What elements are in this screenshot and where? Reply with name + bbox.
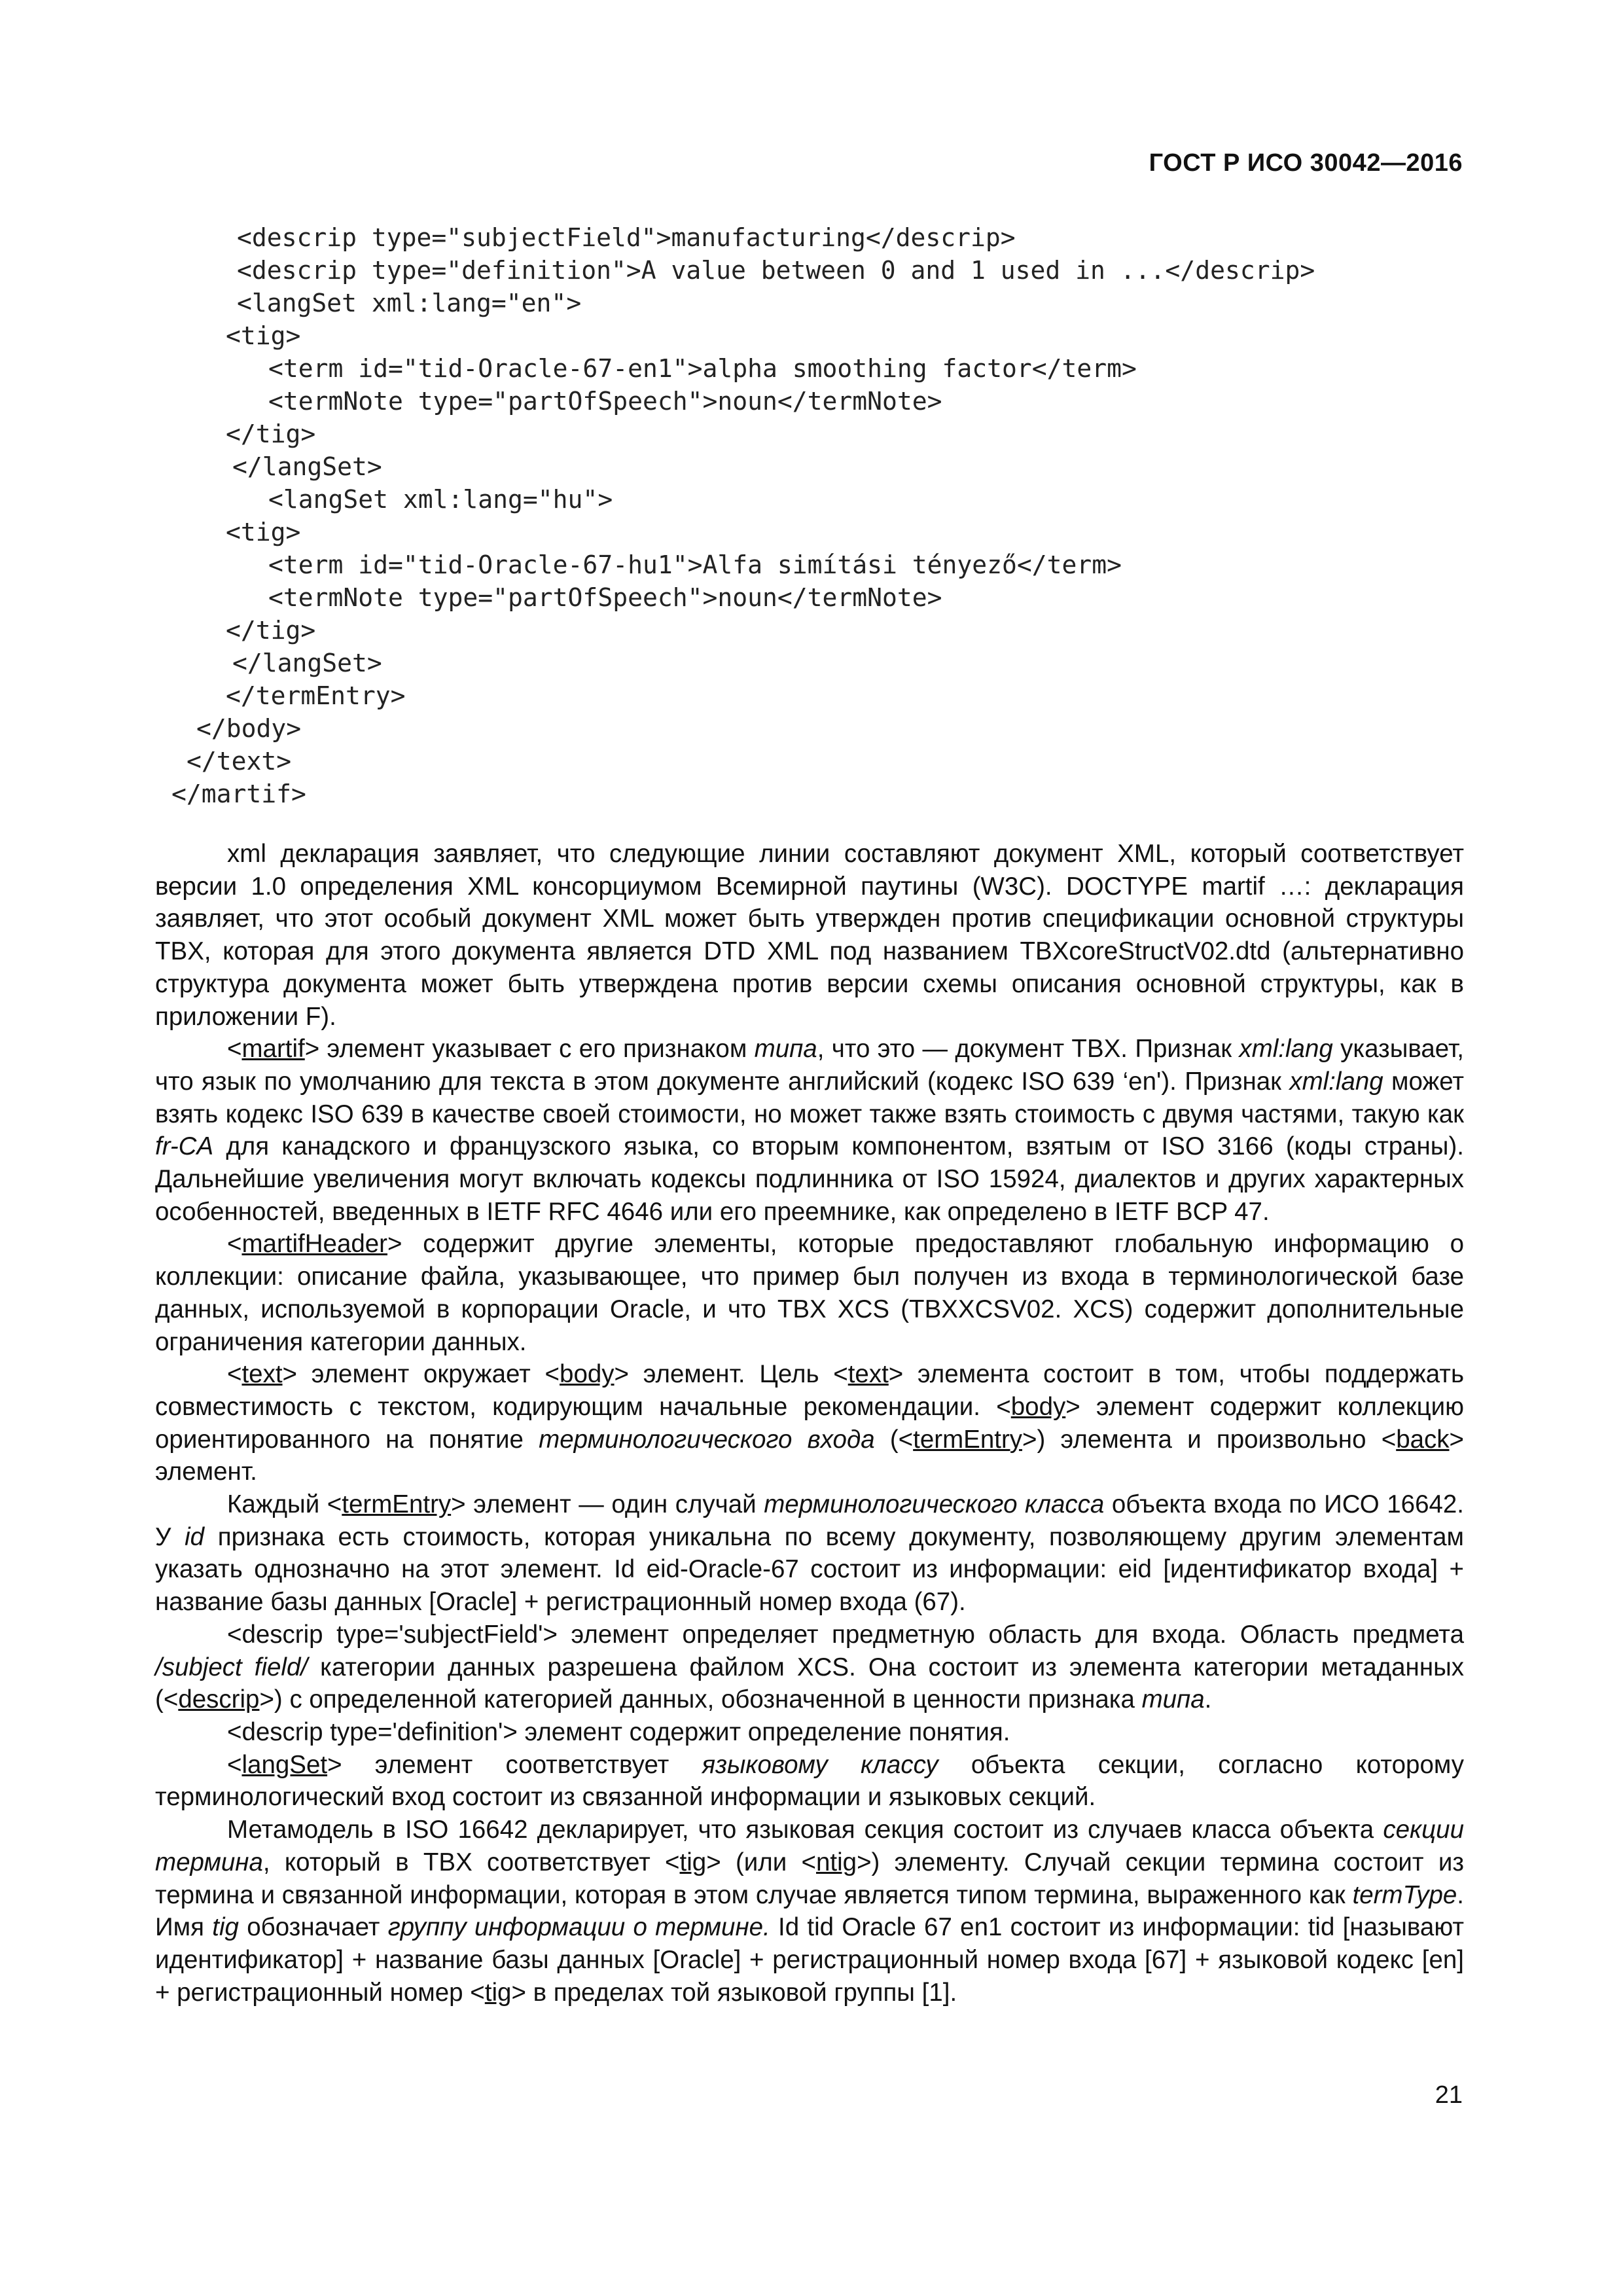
code-line: </martif> (171, 780, 306, 808)
text-run: > элемент. (155, 1425, 1464, 1486)
italic-term: fr-CA (155, 1132, 214, 1161)
code-line: <langSet xml:lang="hu"> (268, 485, 613, 514)
text-run: > элемент содержит коллекцию ориентированного на понятие (155, 1392, 1465, 1454)
text-run: < (227, 1360, 242, 1389)
body-paragraph (155, 1228, 1464, 1358)
text-run: категории данных разрешена файлом XCS. Она состоит из элемента категории метаданных (< (155, 1653, 1464, 1714)
code-line: <termNote type="partOfSpeech">noun</termNote> (268, 387, 942, 416)
text-run: >) элементу. Случай секции термина состоит из термина и связанной информации, которая в этом случае является типом термина, выраженного как (155, 1848, 1464, 1909)
text-run: > в пределах той языковой группы [1]. (511, 1978, 957, 2007)
italic-term: терминологического входа (539, 1425, 875, 1454)
element-name-underlined: back (1396, 1425, 1450, 1454)
italic-term: терминологического класса (764, 1490, 1105, 1519)
text-run: > элемент соответствует (327, 1750, 702, 1779)
element-name-underlined: ntig (816, 1848, 857, 1876)
body-paragraph (155, 1716, 1464, 1749)
code-line: <tig> (226, 321, 301, 350)
body-paragraph (155, 1814, 1464, 2009)
text-run: указывает, что язык по умолчанию для текста в этом документе английский (кодекс ISO 639 ‘en'). Признак (155, 1035, 1465, 1096)
body-paragraph (155, 1033, 1464, 1228)
text-run: , который в TBX соответствует < (262, 1848, 680, 1876)
text-run: < (227, 1035, 242, 1064)
element-name-underlined: termEntry (913, 1425, 1023, 1454)
italic-term: группу информации о термине. (387, 1913, 770, 1942)
code-line: </termEntry> (226, 681, 406, 710)
body-paragraph (155, 1488, 1464, 1619)
text-run: . Имя (155, 1880, 1464, 1942)
body-paragraph (155, 1749, 1464, 1814)
italic-term: /subject field/ (155, 1653, 308, 1681)
text-run: > элемента состоит в том, чтобы поддержать совместимость с текстом, кодирующим начальные рекомендации. < (155, 1360, 1465, 1421)
body-paragraph (155, 1358, 1464, 1488)
body-text (155, 838, 1464, 2009)
text-run: . (1204, 1685, 1212, 1714)
element-name-underlined: martif (241, 1035, 305, 1064)
italic-term: tig (212, 1913, 239, 1942)
element-name-underlined: text (241, 1360, 283, 1389)
code-line: <term id="tid-Oracle-67-en1">alpha smoothing factor</term> (268, 354, 1137, 383)
italic-term: id (185, 1522, 205, 1551)
text-run: признака есть стоимость, которая уникальна по всему документу, позволяющему другим элементам указать однозначно на этот элемент. Id eid-Oracle-67 состоит из информации: eid [идентификатор входа] + название базы данных [Oracle] + регистрационный номер входа (67). (155, 1522, 1465, 1617)
code-line: <termNote type="partOfSpeech">noun</termNote> (268, 583, 942, 612)
code-line: <langSet xml:lang="en"> (237, 289, 582, 317)
text-run: объекта секции, согласно которому терминологический вход состоит из связанной информации и языковых секций. (155, 1750, 1465, 1812)
code-line: <descrip type="subjectField">manufacturing</descrip> (237, 223, 1016, 252)
text-run: > элемент окружает < (282, 1360, 560, 1389)
element-name-underlined: descrip (178, 1685, 260, 1714)
code-line: <term id="tid-Oracle-67-hu1">Alfa simítási tényező</term> (268, 550, 1122, 579)
italic-term: типа (1141, 1685, 1205, 1714)
text-run: > элемент — один случай (451, 1490, 764, 1519)
code-line: </langSet> (232, 649, 382, 677)
text-run: может взять кодекс ISO 639 в качестве своей стоимости, но может также взять стоимость с двумя частями, такую как (155, 1067, 1464, 1128)
text-run: Id tid Oracle 67 en1 состоит из информации: tid [называют идентификатор] + название базы данных [Oracle] + регистрационный номер входа [67] + языковой кодекс [en] + регистрационный номер < (155, 1913, 1464, 2007)
text-run: Метамодель в ISO 16642 декларирует, что языковая секция состоит из случаев класса объекта (227, 1816, 1383, 1844)
element-name-underlined: tig (484, 1978, 512, 2007)
italic-term: типа (754, 1035, 817, 1064)
code-line: <tig> (226, 518, 301, 547)
text-run: > элемент указывает с его признаком (304, 1035, 755, 1064)
italic-term: termType (1352, 1880, 1457, 1909)
text-run: <descrip type='definition'> элемент содержит определение понятия. (227, 1717, 1010, 1746)
text-run: >) элемента и произвольно < (1022, 1425, 1397, 1454)
element-name-underlined: martifHeader (241, 1230, 388, 1259)
code-line: </tig> (226, 420, 316, 448)
text-run: , что это — документ TBX. Признак (817, 1035, 1240, 1064)
element-name-underlined: text (847, 1360, 889, 1389)
code-line: </langSet> (232, 452, 382, 481)
code-line: <descrip type="definition">A value between 0 and 1 used in ...</descrip> (237, 256, 1315, 285)
standard-header: ГОСТ Р ИСО 30042—2016 (1149, 149, 1463, 177)
text-run: обозначает (238, 1913, 388, 1942)
element-name-underlined: langSet (241, 1750, 328, 1779)
text-run: > содержит другие элементы, которые предоставляют глобальную информацию о коллекции: описание файла, указывающее, что пример был получен из входа в терминологической базе данных, используемой в корпорации Oracle, и что TBX XCS (TBXXCSV02. XCS) содержит дополнительные ограничения категории данных. (155, 1230, 1464, 1356)
code-line: </tig> (226, 616, 316, 645)
code-line: </text> (187, 747, 292, 776)
text-run: объекта входа по ИСО 16642. У (155, 1490, 1464, 1551)
body-paragraph (155, 838, 1464, 1033)
text-run: < (227, 1230, 242, 1259)
italic-term: xml:lang (1239, 1035, 1333, 1064)
text-run: >) с определенной категорией данных, обозначенной в ценности признака (259, 1685, 1142, 1714)
text-run: < (227, 1750, 242, 1779)
code-line: </body> (196, 714, 302, 743)
element-name-underlined: body (560, 1360, 615, 1389)
body-paragraph (155, 1619, 1464, 1716)
text-run: <descrip type='subjectField'> элемент определяет предметную область для входа. Область предмета (227, 1620, 1464, 1649)
text-run: (< (874, 1425, 914, 1454)
element-name-underlined: tig (679, 1848, 707, 1876)
italic-term: секции термина (155, 1816, 1464, 1876)
italic-term: xml:lang (1289, 1067, 1383, 1096)
text-run: xml декларация заявляет, что следующие линии составляют документ XML, который соответствует версии 1.0 определения XML консорциумом Всемирной паутины (W3C). DOCTYPE martif …: декларация заявляет, что этот особый документ XML может быть утвержден против спецификации основной структуры TBX, которая для этого документа является DTD XML под названием TBXcoreStructV02.dtd (альтернативно структура документа может быть утверждена против версии схемы описания основной структуры, как в приложении F). (155, 840, 1464, 1031)
text-run: Каждый < (227, 1490, 342, 1519)
page-number: 21 (1435, 2081, 1463, 2109)
text-run: для канадского и французского языка, со вторым компонентом, взятым от ISO 3166 (коды страны). Дальнейшие увеличения могут включать кодексы подлинника от ISO 15924, диалектов и других характерных особенностей, введенных в IETF RFC 4646 или его преемнике, как определено в IETF BCP 47. (155, 1132, 1464, 1226)
italic-term: языковому классу (702, 1750, 938, 1779)
element-name-underlined: termEntry (342, 1490, 452, 1519)
element-name-underlined: body (1010, 1392, 1066, 1421)
text-run: > элемент. Цель < (614, 1360, 848, 1389)
text-run: > (или < (706, 1848, 816, 1876)
